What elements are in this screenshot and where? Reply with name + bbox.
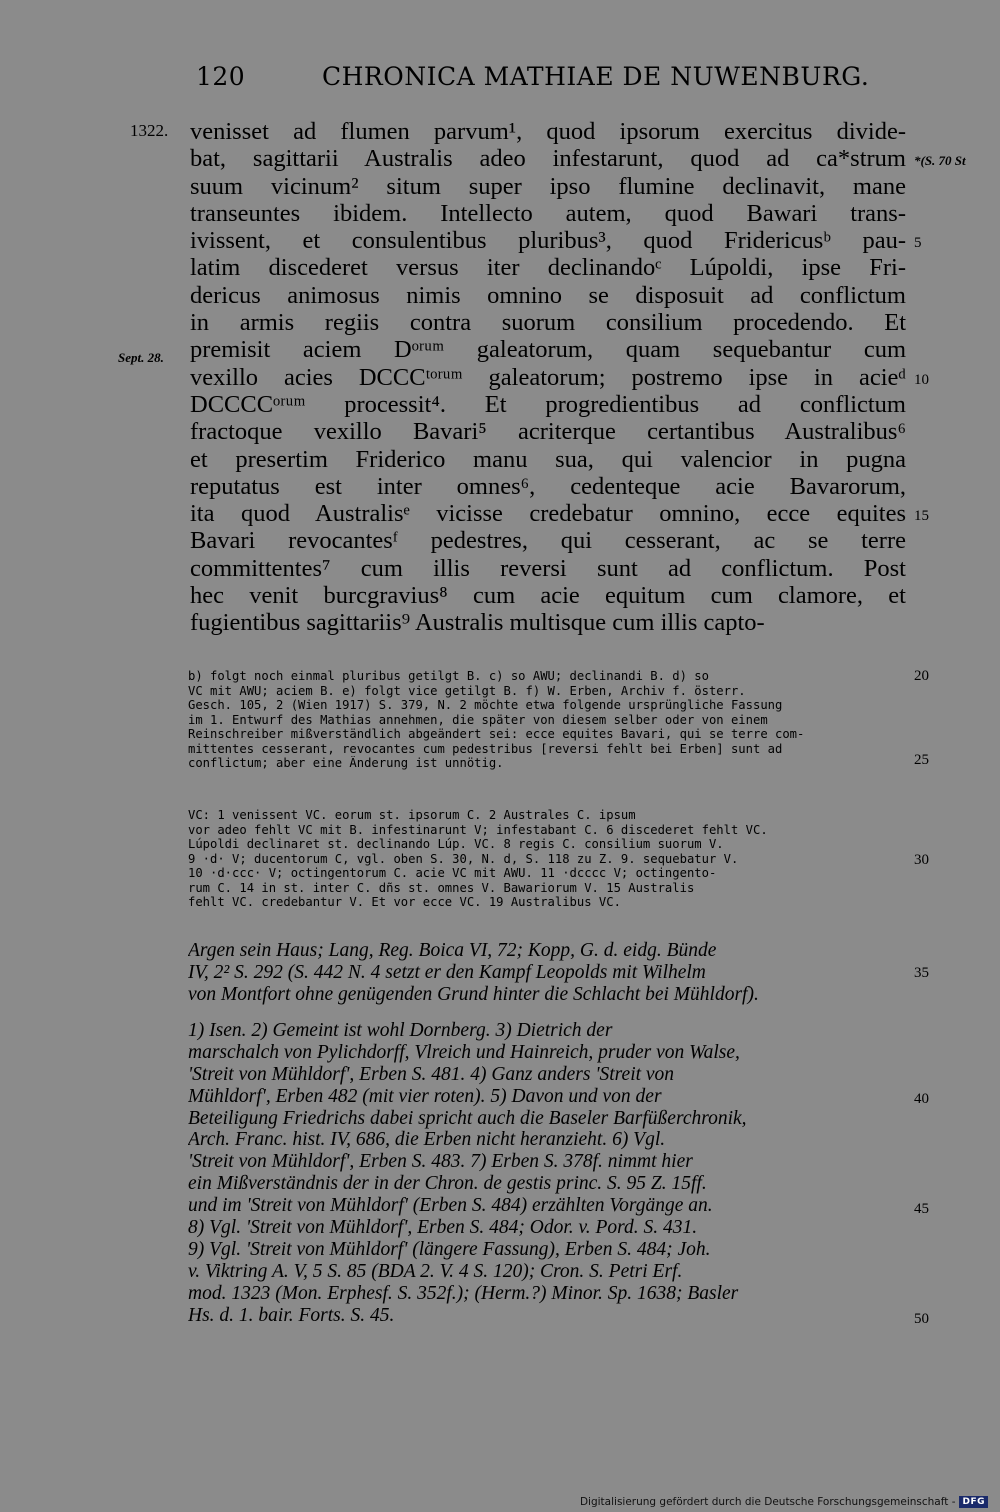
text-line: ita quod Australisᵉ vicisse credebatur omnino, ecce equites — [190, 500, 906, 528]
text-line: in armis regiis contra suorum consilium procedendo. Et — [190, 309, 906, 337]
line-number: 30 — [914, 852, 929, 868]
text-line: transeuntes ibidem. Intellecto autem, quod Bawari trans- — [190, 199, 906, 227]
commentary-line: 'Streit von Mühldorf', Erben S. 483. 7) Erben S. 378f. nimmt hier — [188, 1151, 693, 1173]
commentary-line: v. Viktring A. V, 5 S. 85 (BDA 2. V. 4 S. 120); Cron. S. Petri Erf. — [188, 1260, 683, 1282]
margin-year: 1322. — [130, 121, 169, 140]
variant-notes — [188, 808, 906, 910]
note-line: Gesch. 105, 2 (Wien 1917) S. 379, N. 2 möchte etwa folgende ursprüngliche Fassung — [188, 698, 783, 712]
commentary-line: 8) Vgl. 'Streit von Mühldorf', Erben S. 484; Odor. v. Pord. S. 431. — [188, 1217, 698, 1239]
commentary-line: Beteiligung Friedrichs dabei spricht auch die Baseler Barfüßerchronik, — [188, 1107, 747, 1129]
line-number: 10 — [914, 372, 929, 388]
note-line: Lúpoldi declinaret st. declinando Lúp. VC. 8 regis C. consilium suorum V. — [188, 837, 724, 851]
note-line: 9 ·d· V; ducentorum C, vgl. oben S. 30, N. d, S. 118 zu Z. 9. sequebatur V. — [188, 851, 739, 866]
line-number: 20 — [914, 668, 929, 684]
commentary-line: mod. 1323 (Mon. Erphesf. S. 352f.); (Herm.?) Minor. Sp. 1638; Basler — [188, 1282, 739, 1304]
commentary-notes — [188, 1020, 906, 1326]
commentary-line: Argen sein Haus; Lang, Reg. Boica VI, 72; Kopp, G. d. eidg. Bünde — [188, 940, 717, 961]
commentary-line: Mühldorf', Erben 482 (mit vier roten). 5) Davon und von der — [188, 1085, 662, 1107]
commentary-line: Arch. Franc. hist. IV, 686, die Erben nicht heranzieht. 6) Vgl. — [188, 1129, 666, 1151]
text-line: committentes⁷ cum illis reversi sunt ad conflictum. Post — [190, 554, 906, 582]
line-number: 40 — [914, 1091, 929, 1107]
note-line: mittentes cesserant, revocantes cum pedestribus [reversi fehlt bei Erben] sunt ad — [188, 741, 783, 756]
commentary-line: von Montfort ohne genügenden Grund hinter die Schlacht bei Mühldorf). — [188, 983, 759, 1005]
line-number: 25 — [914, 752, 929, 768]
commentary-line: marschalch von Pylichdorff, Vlreich und Hainreich, pruder von Walse, — [188, 1041, 740, 1063]
running-title: CHRONICA MATHIAE DE NUWENBURG. — [322, 62, 870, 91]
note-line: fehlt VC. credebantur V. Et vor ecce VC. 19 Australibus VC. — [188, 895, 621, 909]
commentary-line: Hs. d. 1. bair. Forts. S. 45. — [188, 1304, 395, 1326]
dfg-logo: DFG — [959, 1496, 988, 1508]
commentary-line: ein Mißverständnis der in der Chron. de gestis princ. S. 95 Z. 15ff. — [188, 1173, 707, 1195]
text-line: hec venit burcgravius⁸ cum acie equitum cum clamore, et — [190, 582, 906, 610]
commentary-line: 'Streit von Mühldorf', Erben S. 481. 4) Ganz anders 'Streit von — [188, 1063, 675, 1085]
funding-credit: Digitalisierung gefördert durch die Deutsche Forschungsgemeinschaft - — [579, 1496, 956, 1508]
note-line: b) folgt noch einmal pluribus getilgt B. c) so AWU; declinandi B. d) so — [188, 669, 709, 683]
note-line: conflictum; aber eine Änderung ist unnötig. — [188, 756, 504, 770]
note-line: VC: 1 venissent VC. eorum st. ipsorum C. 2 Australes C. ipsum — [188, 808, 636, 822]
note-line: Reinschreiber mißverständlich abgeändert sei: ecce equites Bavari, qui se terre com- — [188, 727, 805, 741]
text-line: venisset ad flumen parvum¹, quod ipsorum exercitus divide- — [190, 118, 906, 145]
commentary-continuation — [188, 940, 906, 1006]
margin-date: Sept. 28. — [118, 350, 164, 365]
text-line: reputatus est inter omnes⁶, cedenteque acie Bavarorum, — [190, 472, 906, 500]
commentary-line: und im 'Streit von Mühldorf' (Erben S. 484) erzählten Vorgänge an. — [188, 1195, 713, 1217]
text-line: ivissent, et consulentibus pluribus³, quod Fridericusᵇ pau- — [190, 227, 906, 255]
textual-notes — [188, 669, 906, 771]
main-text — [190, 118, 906, 637]
text-line: et presertim Friderico manu sua, qui valencior in pugna — [190, 445, 906, 473]
note-line: im 1. Entwurf des Mathias annehmen, die später von diesem selber oder von einem — [188, 712, 768, 727]
text-line: fugientibus sagittariis⁹ Australis multisque cum illis capto- — [190, 609, 765, 637]
line-number: 45 — [914, 1201, 929, 1217]
page-number: 120 — [196, 62, 246, 91]
text-line: dericus animosus nimis omnino se disposuit ad conflictum — [190, 281, 906, 309]
note-line: vor adeo fehlt VC mit B. infestinarunt V; infestabant C. 6 discederet fehlt VC. — [188, 822, 768, 837]
note-line: rum C. 14 in st. inter C. dñs st. omnes V. Bawariorum V. 15 Australis — [188, 880, 695, 895]
text-line: suum vicinum² situm super ipso flumine declinavit, mane — [190, 172, 906, 200]
text-line: Bavari revocantesᶠ pedestres, qui cesserant, ac se terre — [190, 527, 906, 555]
commentary-line: IV, 2² S. 292 (S. 442 N. 4 setzt er den Kampf Leopolds mit Wilhelm — [188, 961, 706, 983]
line-number: 5 — [914, 235, 922, 251]
text-line: fractoque vexillo Bavari⁵ acriterque certantibus Australibus⁶ — [190, 418, 906, 446]
text-line: vexillo acies DCCCᵗᵒʳᵘᵐ galeatorum; postremo ipse in acieᵈ — [190, 363, 906, 391]
text-line: bat, sagittarii Australis adeo infestarunt, quod ad ca*strum — [190, 145, 906, 173]
note-line: 10 ·d·ccc· V; octingentorum C. acie VC mit AWU. 11 ·dcccc V; octingento- — [188, 866, 717, 880]
commentary-line: 9) Vgl. 'Streit von Mühldorf' (längere Fassung), Erben S. 484; Joh. — [188, 1238, 711, 1260]
digitization-footer — [580, 1496, 988, 1508]
text-line: latim discederet versus iter declinandoᶜ Lúpoldi, ipse Fri- — [190, 254, 906, 282]
text-line: premisit aciem Dᵒʳᵘᵐ galeatorum, quam sequebantur cum — [190, 336, 906, 364]
commentary-line: 1) Isen. 2) Gemeint ist wohl Dornberg. 3) Dietrich der — [188, 1020, 613, 1041]
line-number: 15 — [914, 508, 929, 524]
text-line: DCCCCᵒʳᵘᵐ processit⁴. Et progredientibus ad conflictum — [190, 390, 906, 418]
margin-page-reference: *(S. 70 St — [914, 153, 966, 168]
line-number: 50 — [914, 1311, 929, 1327]
note-line: VC mit AWU; aciem B. e) folgt vice getilgt B. f) W. Erben, Archiv f. österr. — [188, 683, 746, 698]
line-number: 35 — [914, 965, 929, 981]
